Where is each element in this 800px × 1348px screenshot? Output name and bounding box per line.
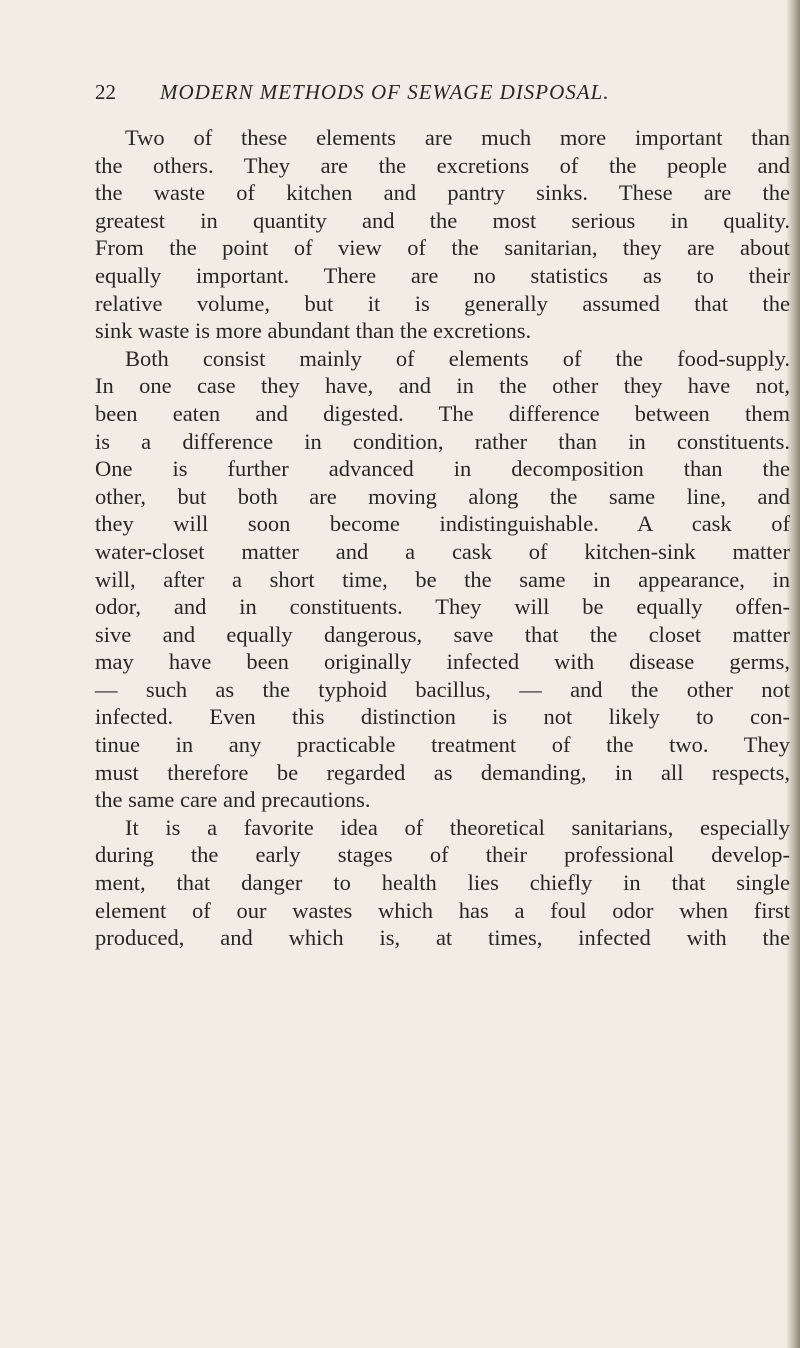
text-line: during the early stages of their professional develop- — [95, 842, 790, 868]
body-text — [95, 124, 790, 952]
text-line: element of our wastes which has a foul odor when first — [95, 897, 790, 923]
text-line: sive and equally dangerous, save that the closet matter — [95, 621, 790, 647]
text-line: — such as the typhoid bacillus, — and the other not — [95, 676, 790, 702]
running-title: MODERN METHODS OF SEWAGE DISPOSAL. — [160, 80, 610, 104]
page-header — [95, 80, 705, 110]
text-line: the same care and precautions. — [95, 787, 371, 813]
text-line: greatest in quantity and the most serious in quality. — [95, 207, 790, 233]
text-line: In one case they have, and in the other they have not, — [95, 373, 790, 399]
text-line: One is further advanced in decomposition than the — [95, 456, 790, 482]
text-line: odor, and in constituents. They will be equally offen- — [95, 594, 790, 620]
text-line: will, after a short time, be the same in appearance, in — [95, 566, 790, 592]
text-line: infected. Even this distinction is not likely to con- — [95, 704, 790, 730]
text-line: Two of these elements are much more important than — [125, 125, 790, 150]
text-line: From the point of view of the sanitarian, they are about — [95, 235, 790, 261]
text-line: may have been originally infected with disease germs, — [95, 649, 790, 675]
text-line: is a difference in condition, rather than in constituents. — [95, 428, 790, 454]
text-line: been eaten and digested. The difference between them — [95, 400, 790, 426]
text-line: produced, and which is, at times, infected with the — [95, 925, 790, 951]
text-line: ment, that danger to health lies chiefly in that single — [95, 870, 790, 896]
text-line: the others. They are the excretions of the people and — [95, 152, 790, 178]
text-line: It is a favorite idea of theoretical sanitarians, especially — [125, 814, 790, 840]
text-line: equally important. There are no statistics as to their — [95, 262, 790, 288]
text-line: tinue in any practicable treatment of the two. They — [95, 732, 790, 758]
text-line: sink waste is more abundant than the excretions. — [95, 318, 532, 344]
page-number: 22 — [95, 80, 116, 104]
text-line: Both consist mainly of elements of the food-supply. — [125, 345, 790, 371]
text-line: water-closet matter and a cask of kitchen-sink matter — [95, 538, 790, 564]
text-line: they will soon become indistinguishable. A cask of — [95, 511, 790, 537]
text-line: must therefore be regarded as demanding, in all respects, — [95, 759, 790, 785]
text-line: the waste of kitchen and pantry sinks. These are the — [95, 180, 790, 206]
text-line: relative volume, but it is generally assumed that the — [95, 290, 790, 316]
text-line: other, but both are moving along the same line, and — [95, 483, 790, 509]
